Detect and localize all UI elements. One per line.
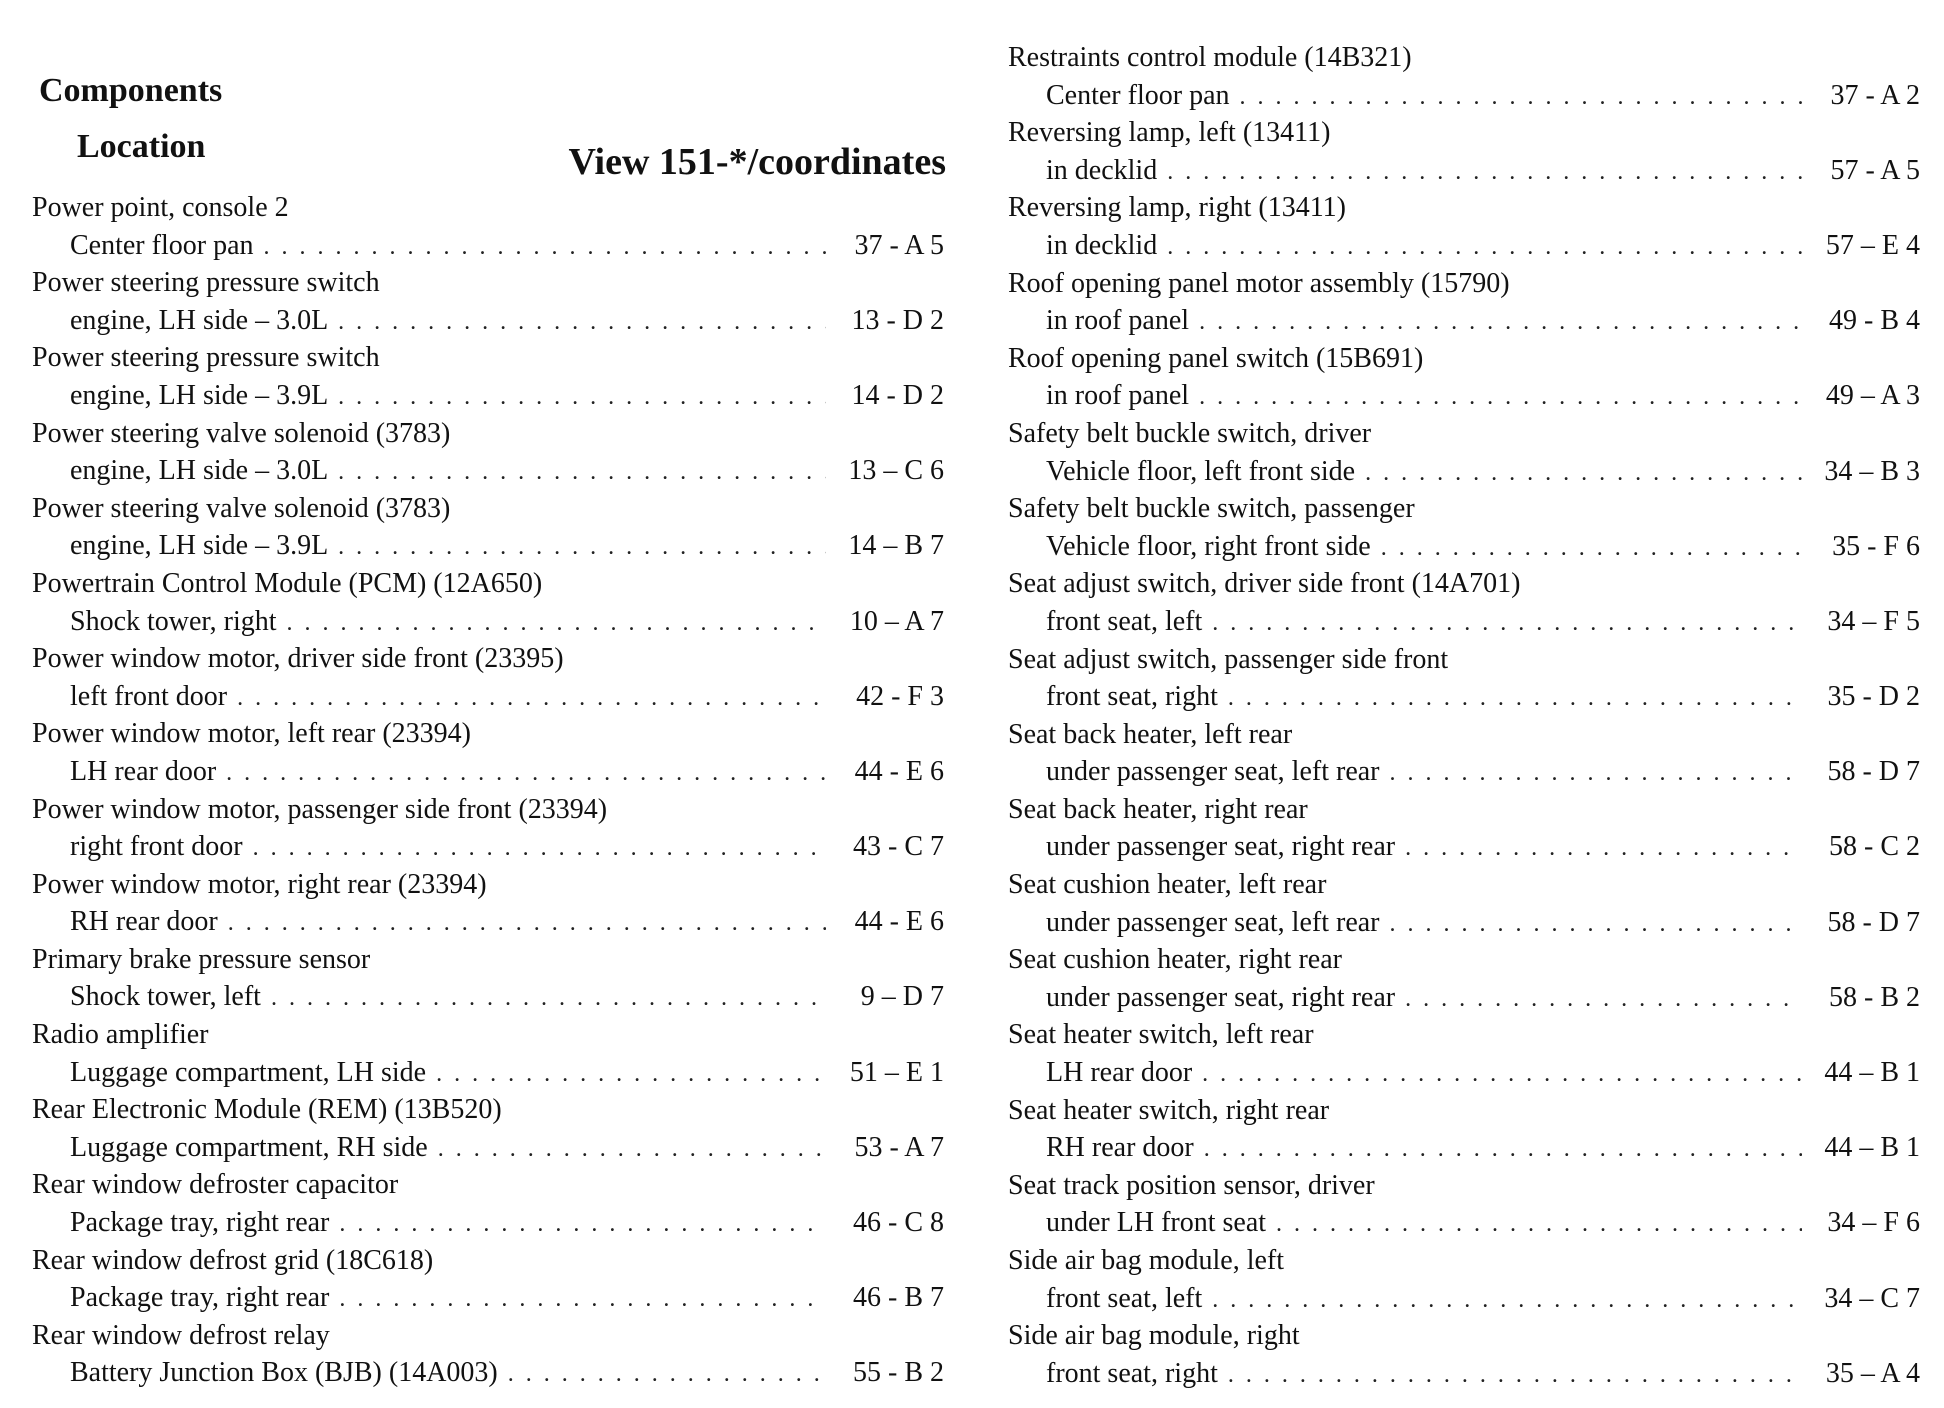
- component-name: Seat adjust switch, driver side front (14A701): [1008, 568, 1521, 600]
- component-location: under LH front seat: [1046, 1207, 1267, 1239]
- dot-leader: [1202, 1056, 1802, 1094]
- dot-leader: [1204, 1131, 1802, 1169]
- component-entry: [32, 565, 944, 640]
- component-name: Power steering pressure switch: [32, 267, 380, 299]
- component-location: Battery Junction Box (BJB) (14A003): [70, 1357, 498, 1389]
- component-name: Seat heater switch, left rear: [1008, 1019, 1314, 1051]
- component-entry: [1008, 716, 1920, 791]
- view-coordinate: 57 - A 5: [1830, 154, 1920, 186]
- view-coordinate: 10 – A 7: [849, 605, 944, 637]
- view-coordinate: 37 - A 2: [1830, 79, 1920, 111]
- component-location: under passenger seat, right rear: [1046, 831, 1396, 863]
- component-location-row: [1008, 227, 1920, 265]
- component-entry: [32, 415, 944, 490]
- component-location: engine, LH side – 3.9L: [70, 530, 329, 562]
- component-name: Rear window defrost relay: [32, 1319, 330, 1351]
- component-location-row: [32, 227, 944, 265]
- component-location: in roof panel: [1046, 305, 1190, 337]
- component-location-row: [32, 903, 944, 941]
- component-location-row: [1008, 1280, 1920, 1318]
- component-entry: [32, 1166, 944, 1241]
- dot-leader: [1390, 755, 1803, 793]
- dot-leader: [1228, 1357, 1802, 1395]
- dot-leader: [339, 1281, 826, 1319]
- component-entry: [1008, 340, 1920, 415]
- view-coordinate: 34 – F 5: [1827, 605, 1920, 637]
- view-coordinate: 42 - F 3: [856, 680, 944, 712]
- component-location-row: [1008, 1054, 1920, 1092]
- component-location-row: [32, 1204, 944, 1242]
- component-entry: [32, 941, 944, 1016]
- component-entry: [1008, 114, 1920, 189]
- view-coordinate: 35 - D 2: [1827, 681, 1920, 713]
- dot-leader: [338, 379, 826, 417]
- left-entry-list: [32, 189, 944, 1392]
- component-name: Rear Electronic Module (REM) (13B520): [32, 1094, 502, 1126]
- view-coordinate: 44 – B 1: [1824, 1132, 1920, 1164]
- component-entry: [32, 264, 944, 339]
- view-coordinate: 14 – B 7: [848, 530, 944, 562]
- component-location: LH rear door: [1046, 1057, 1193, 1089]
- view-coordinate: 49 – A 3: [1825, 380, 1920, 412]
- component-name: Seat back heater, right rear: [1008, 793, 1308, 825]
- component-entry: [1008, 641, 1920, 716]
- dot-leader: [228, 905, 826, 943]
- component-location-row: [1008, 603, 1920, 641]
- component-name: Safety belt buckle switch, passenger: [1008, 493, 1415, 525]
- component-name: Side air bag module, right: [1008, 1320, 1300, 1352]
- component-location-row: [1008, 77, 1920, 115]
- component-location: left front door: [70, 680, 228, 712]
- component-location: Vehicle floor, right front side: [1046, 530, 1371, 562]
- component-location-row: [32, 678, 944, 716]
- component-location-row: [32, 1054, 944, 1092]
- dot-leader: [1167, 229, 1802, 267]
- component-entry: [32, 715, 944, 790]
- component-location: Package tray, right rear: [70, 1282, 330, 1314]
- right-entry-list: [1008, 39, 1920, 1392]
- view-coordinate: 34 – C 7: [1824, 1282, 1920, 1314]
- view-coordinate: 49 - B 4: [1829, 305, 1920, 337]
- component-location: engine, LH side – 3.0L: [70, 455, 329, 487]
- component-entry: [1008, 565, 1920, 640]
- view-coordinate: 37 - A 5: [854, 229, 944, 261]
- dot-leader: [1212, 1282, 1802, 1320]
- dot-leader: [1240, 79, 1803, 117]
- dot-leader: [1199, 379, 1802, 417]
- component-location: Luggage compartment, RH side: [70, 1131, 428, 1163]
- component-name: Seat track position sensor, driver: [1008, 1169, 1375, 1201]
- component-location-row: [1008, 1129, 1920, 1167]
- dot-leader: [226, 755, 826, 793]
- view-coordinate: 46 - C 8: [853, 1207, 944, 1239]
- component-entry: [1008, 1092, 1920, 1167]
- component-entry: [32, 640, 944, 715]
- component-location: front seat, left: [1046, 605, 1203, 637]
- component-location: RH rear door: [70, 906, 218, 938]
- component-location-row: [32, 527, 944, 565]
- dot-leader: [1405, 981, 1802, 1019]
- component-entry: [32, 1317, 944, 1392]
- dot-leader: [338, 304, 826, 342]
- view-coordinate: 58 - C 2: [1829, 831, 1920, 863]
- component-entry: [1008, 1167, 1920, 1242]
- component-name: Power window motor, driver side front (23395): [32, 643, 564, 675]
- component-entry: [1008, 1242, 1920, 1317]
- component-location: RH rear door: [1046, 1132, 1194, 1164]
- component-entry: [1008, 941, 1920, 1016]
- component-name: Seat cushion heater, right rear: [1008, 944, 1342, 976]
- component-location-row: [1008, 753, 1920, 791]
- component-entry: [32, 339, 944, 414]
- component-location: right front door: [70, 831, 243, 863]
- component-location: in roof panel: [1046, 380, 1190, 412]
- component-name: Powertrain Control Module (PCM) (12A650): [32, 567, 543, 599]
- dot-leader: [1212, 605, 1802, 643]
- dot-leader: [436, 1056, 826, 1094]
- dot-leader: [287, 605, 826, 643]
- dot-leader: [264, 229, 827, 267]
- dot-leader: [1199, 304, 1802, 342]
- component-name: Power steering pressure switch: [32, 342, 380, 374]
- view-coordinate: 9 – D 7: [860, 981, 944, 1013]
- component-location: Vehicle floor, left front side: [1046, 455, 1356, 487]
- view-coordinate: 53 - A 7: [854, 1131, 944, 1163]
- component-entry: [32, 1242, 944, 1317]
- component-name: Power point, console 2: [32, 192, 289, 223]
- dot-leader: [253, 830, 826, 868]
- component-location: Shock tower, right: [70, 605, 277, 637]
- component-entry: [1008, 415, 1920, 490]
- component-location-row: [1008, 152, 1920, 190]
- component-entry: [1008, 1317, 1920, 1392]
- component-location-row: [1008, 828, 1920, 866]
- view-coordinate: 13 - D 2: [851, 304, 944, 336]
- component-location-row: [32, 828, 944, 866]
- component-entry: [1008, 39, 1920, 114]
- component-name: Power window motor, left rear (23394): [32, 718, 471, 750]
- component-location: front seat, right: [1046, 681, 1218, 713]
- view-coordinate: 44 – B 1: [1824, 1057, 1920, 1089]
- component-location: in decklid: [1046, 154, 1158, 186]
- component-name: Reversing lamp, right (13411): [1008, 192, 1347, 224]
- view-coordinate: 58 - D 7: [1827, 756, 1920, 788]
- view-coordinate: 43 - C 7: [853, 831, 944, 863]
- components-heading: Components: [39, 72, 223, 109]
- component-location: under passenger seat, left rear: [1046, 906, 1380, 938]
- component-location: Shock tower, left: [70, 981, 261, 1013]
- component-entry: [1008, 1016, 1920, 1091]
- component-location-row: [32, 1354, 944, 1392]
- component-location: engine, LH side – 3.9L: [70, 379, 329, 411]
- component-name: Power steering valve solenoid (3783): [32, 492, 451, 524]
- component-location: Center floor pan: [1046, 79, 1230, 111]
- component-entry: [32, 1091, 944, 1166]
- dot-leader: [237, 680, 826, 718]
- view-coordinate: 58 - D 7: [1827, 906, 1920, 938]
- component-location-row: [32, 603, 944, 641]
- dot-leader: [1381, 530, 1802, 568]
- dot-leader: [1276, 1206, 1802, 1244]
- dot-leader: [338, 454, 826, 492]
- dot-leader: [508, 1356, 826, 1394]
- component-name: Rear window defroster capacitor: [32, 1169, 399, 1201]
- view-coordinate: 51 – E 1: [849, 1056, 944, 1088]
- component-location-row: [1008, 1355, 1920, 1393]
- location-heading: Location: [77, 128, 206, 165]
- component-location-row: [1008, 979, 1920, 1017]
- component-name: Seat back heater, left rear: [1008, 718, 1293, 750]
- component-entry: [32, 1016, 944, 1091]
- component-name: Roof opening panel motor assembly (15790): [1008, 267, 1510, 299]
- view-coordinate: 57 – E 4: [1825, 229, 1920, 261]
- dot-leader: [1405, 830, 1802, 868]
- component-entry: [32, 866, 944, 941]
- component-location: front seat, left: [1046, 1282, 1203, 1314]
- component-location: Center floor pan: [70, 229, 254, 261]
- component-location-row: [1008, 377, 1920, 415]
- component-entry: [1008, 791, 1920, 866]
- component-location: front seat, right: [1046, 1357, 1218, 1389]
- component-location-row: [32, 302, 944, 340]
- component-location-row: [1008, 904, 1920, 942]
- component-entry: [1008, 189, 1920, 264]
- component-name: Rear window defrost grid (18C618): [32, 1244, 434, 1276]
- component-name: Power window motor, passenger side front (23394): [32, 793, 608, 825]
- component-location-row: [32, 377, 944, 415]
- component-name: Seat cushion heater, left rear: [1008, 869, 1327, 901]
- view-coordinate: 46 - B 7: [853, 1282, 944, 1314]
- view-coordinate: 44 - E 6: [854, 755, 944, 787]
- component-name: Power steering valve solenoid (3783): [32, 417, 451, 449]
- component-entry: [1008, 265, 1920, 340]
- component-location-row: [1008, 528, 1920, 566]
- dot-leader: [1228, 680, 1802, 718]
- component-location: in decklid: [1046, 229, 1158, 261]
- component-name: Restraints control module (14B321): [1008, 42, 1412, 73]
- component-entry: [32, 189, 944, 264]
- component-entry: [1008, 490, 1920, 565]
- component-location: under passenger seat, right rear: [1046, 981, 1396, 1013]
- component-location-row: [1008, 678, 1920, 716]
- component-location-row: [32, 452, 944, 490]
- component-location-row: [1008, 453, 1920, 491]
- view-coordinate: 34 – B 3: [1824, 455, 1920, 487]
- component-location: under passenger seat, left rear: [1046, 756, 1380, 788]
- component-name: Radio amplifier: [32, 1019, 209, 1051]
- view-coordinates-heading: View 151-*/coordinates: [568, 141, 946, 183]
- component-location: Luggage compartment, LH side: [70, 1056, 427, 1088]
- view-coordinate: 35 - F 6: [1832, 530, 1920, 562]
- component-location-row: [32, 753, 944, 791]
- dot-leader: [339, 1206, 826, 1244]
- component-location: LH rear door: [70, 755, 217, 787]
- component-entry: [32, 791, 944, 866]
- view-coordinate: 14 - D 2: [851, 379, 944, 411]
- component-location-row: [1008, 302, 1920, 340]
- component-location: Package tray, right rear: [70, 1207, 330, 1239]
- dot-leader: [1167, 154, 1802, 192]
- component-name: Safety belt buckle switch, driver: [1008, 417, 1372, 449]
- view-coordinate: 34 – F 6: [1827, 1207, 1920, 1239]
- view-coordinate: 58 - B 2: [1829, 981, 1920, 1013]
- component-location-row: [32, 1279, 944, 1317]
- component-entry: [1008, 866, 1920, 941]
- component-location-row: [32, 1129, 944, 1167]
- dot-leader: [1365, 455, 1802, 493]
- dot-leader: [1390, 906, 1803, 944]
- view-coordinate: 55 - B 2: [853, 1357, 944, 1389]
- view-coordinate: 44 - E 6: [854, 906, 944, 938]
- component-location-row: [1008, 1204, 1920, 1242]
- view-coordinate: 13 – C 6: [848, 455, 944, 487]
- component-name: Seat adjust switch, passenger side front: [1008, 643, 1449, 675]
- component-entry: [32, 490, 944, 565]
- dot-leader: [438, 1131, 826, 1169]
- component-location-row: [32, 978, 944, 1016]
- component-location: engine, LH side – 3.0L: [70, 304, 329, 336]
- component-name: Seat heater switch, right rear: [1008, 1094, 1330, 1126]
- component-name: Side air bag module, left: [1008, 1245, 1285, 1276]
- dot-leader: [338, 529, 826, 567]
- component-name: Power window motor, right rear (23394): [32, 868, 487, 900]
- component-name: Roof opening panel switch (15B691): [1008, 342, 1424, 374]
- view-coordinate: 35 – A 4: [1825, 1357, 1920, 1389]
- component-name: Primary brake pressure sensor: [32, 943, 371, 975]
- dot-leader: [271, 980, 826, 1018]
- component-name: Reversing lamp, left (13411): [1008, 117, 1331, 149]
